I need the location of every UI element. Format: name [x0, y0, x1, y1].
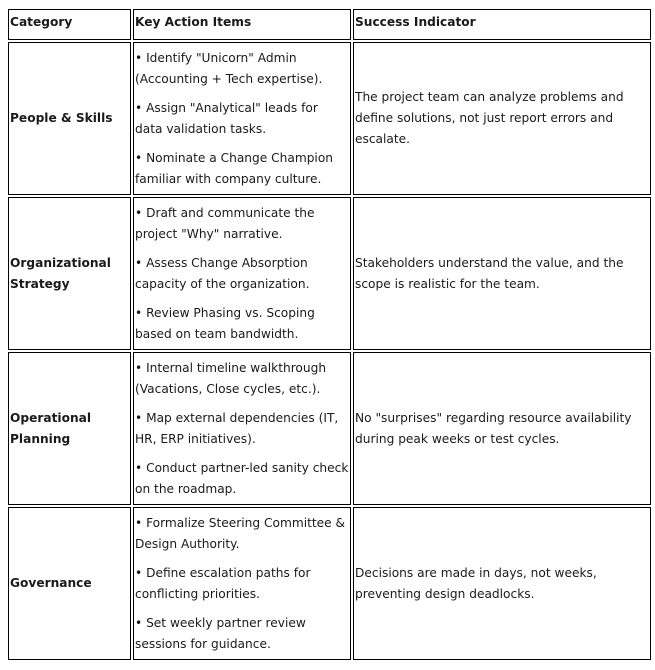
category-cell: Organizational Strategy	[8, 197, 131, 350]
category-cell: People & Skills	[8, 42, 131, 195]
table-row	[8, 197, 651, 350]
success-indicator-cell: The project team can analyze problems and define solutions, not just report errors and escalate.	[353, 42, 651, 195]
action-item: • Nominate a Change Champion familiar with company culture.	[135, 150, 333, 186]
table-row	[8, 352, 651, 505]
header-category: Category	[8, 9, 131, 40]
action-item: • Set weekly partner review sessions for guidance.	[135, 615, 306, 651]
action-item: • Assess Change Absorption capacity of the organization.	[135, 255, 310, 291]
action-items-cell	[133, 197, 351, 350]
header-key-action-items: Key Action Items	[133, 9, 351, 40]
action-plan-table	[6, 7, 653, 662]
table-row	[8, 42, 651, 195]
action-items-cell	[133, 507, 351, 660]
success-indicator-cell: Stakeholders understand the value, and the scope is realistic for the team.	[353, 197, 651, 350]
action-item: • Formalize Steering Committee & Design Authority.	[135, 515, 346, 551]
category-cell: Governance	[8, 507, 131, 660]
action-item: • Assign "Analytical" leads for data validation tasks.	[135, 100, 318, 136]
category-cell: Operational Planning	[8, 352, 131, 505]
table-row	[8, 507, 651, 660]
action-item: • Internal timeline walkthrough (Vacations, Close cycles, etc.).	[135, 360, 327, 396]
action-items-cell	[133, 42, 351, 195]
header-row	[8, 9, 651, 40]
action-item: • Draft and communicate the project "Why" narrative.	[135, 205, 315, 241]
action-item: • Conduct partner-led sanity check on the roadmap.	[135, 460, 349, 496]
success-indicator-cell: Decisions are made in days, not weeks, preventing design deadlocks.	[353, 507, 651, 660]
success-indicator-cell: No "surprises" regarding resource availability during peak weeks or test cycles.	[353, 352, 651, 505]
action-item: • Review Phasing vs. Scoping based on team bandwidth.	[135, 305, 315, 341]
action-items-cell	[133, 352, 351, 505]
action-item: • Define escalation paths for conflicting priorities.	[135, 565, 311, 601]
action-item: • Map external dependencies (IT, HR, ERP initiatives).	[135, 410, 339, 446]
header-success-indicator: Success Indicator	[353, 9, 651, 40]
action-item: • Identify "Unicorn" Admin (Accounting + Tech expertise).	[135, 50, 323, 86]
